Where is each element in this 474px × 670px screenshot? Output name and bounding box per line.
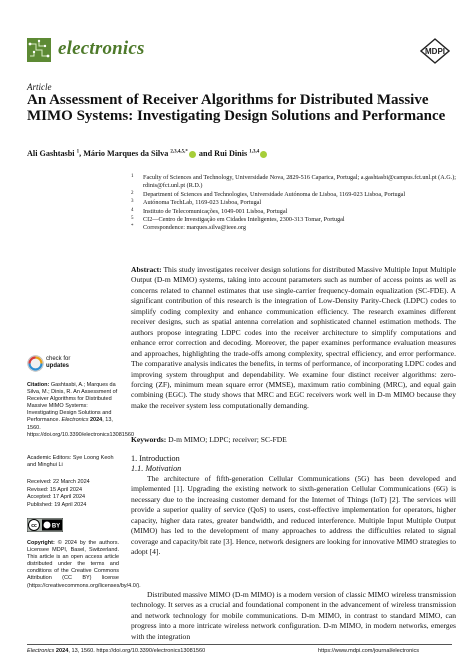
date-label: Received: <box>27 479 52 485</box>
copyright-notice <box>27 540 141 590</box>
article-title: An Assessment of Receiver Algorithms for Distributed Massive MIMO Systems: Investigating Design Solutions and Performance <box>27 92 446 124</box>
affiliations <box>131 174 461 233</box>
date-value: 22 March 2024 <box>51 479 90 485</box>
footer-journal: Electronics <box>27 648 55 654</box>
affiliation-item <box>131 216 461 224</box>
date-label: Accepted: <box>27 494 52 501</box>
affiliation-item <box>131 191 461 199</box>
mdpi-logo-icon[interactable] <box>420 38 450 64</box>
check-for-updates-button[interactable] <box>27 355 87 377</box>
body-paragraph: The architecture of fifth-generation Cellular Communications (5G) has been developed and implemented [1]. Upgrading the existing network to sixth-generation Cellular Communications (6G) is necessary due to the increasing customer demand for the Internet of Things (IoT) [2]. The services will provide a superior quality of service (QoS) to users, cost-effective implementation for operators, higher capacity, higher data rates, greater bandwidth, and reduced interference. Multiple Input Multiple Output (MIMO) has led to the development of many approaches to address the difficulties related to signal coverage and capacity/bit rate [3]. Hence, network designers are looking for innovative MIMO strategies to adopt [4]. <box>131 474 456 557</box>
article-type: Article <box>27 82 52 92</box>
abstract-text: This study investigates receiver design solutions for distributed Massive Multiple Input Multiple Output (D-m MIMO) systems, taking into account parameters such as number of access points as well as concerns related to channel estimates that use single-carrier frequency-domain equalization (SC-FDE). A significant contribution of this research is the integration of Low-Density Parity-Check (LDPC) codes to simplify coding complexity and enhance communication efficiency. The research examines different receiver designs, such as spatial antenna correlation and sophisticated channel estimation methods. The authors propose integrating LDPC codes into the receiver architecture to simplify computations and enhance error correction and decoding. Moreover, the paper examines performance evaluation measures and approaches, highlighting the trade-offs among complexity, spectral efficiency, and error performance. The comparative analysis indicates the benefits, in terms of performance, of incorporating LDPC codes and improving system throughput and dependability. We examine four distinct receiver algorithms: zero-forcing (ZF), minimum mean square error (MMSE), maximum ratio combining (MRC), and equal gain combining (EGC). The study shows that MRC and EGC receivers work well in D-m MIMO because they make the receiver system less computationally demanding. <box>131 265 456 410</box>
cc-by-license-icon[interactable] <box>27 518 63 532</box>
publication-dates <box>27 479 119 509</box>
citation-journal: Electronics <box>61 417 89 424</box>
citation-text: Gashtasbi, A.; Marques da Silva, M.; Dinis, R. An Assessment of Receiver Algorithms for Distributed Massive MIMO Systems: Investigating Design Solutions and Performance. <box>27 382 118 424</box>
citation-doi[interactable]: , 13, 1560. https://doi.org/10.3390/electronics13081560 <box>27 417 135 438</box>
author-1[interactable]: Ali Gashtasbi <box>27 149 77 158</box>
subsection-heading: 1.1. Motivation <box>131 464 182 473</box>
footer-doi-link[interactable]: , 13, 1560. https://doi.org/10.3390/electronics13081560 <box>68 648 206 654</box>
affiliation-text: Department of Sciences and Technologies, Universidade Autónoma de Lisboa, 1169-023 Lisboa, Portugal <box>143 190 406 198</box>
affiliation-text: CI2—Centro de Investigação em Cidades Inteligentes, 2300-313 Tomar, Portugal <box>143 216 345 224</box>
cc-by-text: BY <box>51 523 61 530</box>
affiliation-item <box>131 208 461 216</box>
affiliation-item <box>131 224 461 232</box>
affiliation-number: 2 <box>131 190 134 196</box>
check-updates-icon <box>27 355 44 372</box>
author-list <box>27 149 457 158</box>
affiliation-text: Faculty of Sciences and Technology, Universidade Nova, 2829-516 Caparica, Portugal; a.gashtasbi@campus.fct.unl.pt (A.G.); rdinis@fct.unl.pt (R.D.) <box>143 174 457 190</box>
footer-journal-link[interactable]: https://www.mdpi.com/journal/electronics <box>318 648 420 654</box>
orcid-icon[interactable] <box>260 151 267 158</box>
footer-divider <box>27 644 452 645</box>
affiliation-item <box>131 199 461 207</box>
footer-year: 2024 <box>54 648 69 654</box>
orcid-icon[interactable] <box>189 151 196 158</box>
keywords-text: D-m MIMO; LDPC; receiver; SC-FDE <box>166 435 287 444</box>
date-received <box>27 479 119 487</box>
affiliation-number: * <box>131 224 134 230</box>
date-value: 17 April 2024 <box>51 494 86 501</box>
author-separator[interactable]: , Mário Marques da Silva <box>79 149 171 158</box>
footer-citation <box>27 648 205 654</box>
date-label: Published: <box>27 501 53 508</box>
section-heading: 1. Introduction <box>131 454 180 463</box>
keywords <box>131 435 456 444</box>
editors-label: Academic Editors: <box>27 455 72 461</box>
citation-label: Citation: <box>27 382 50 388</box>
mdpi-logo-text: MDPI <box>425 47 445 56</box>
academic-editors <box>27 455 119 469</box>
editors-names: Sye Loong Keoh and Minghui Li <box>27 455 114 469</box>
affiliation-text: Instituto de Telecomunicações, 1049-001 Lisboa, Portugal <box>143 207 288 215</box>
affiliation-item <box>131 174 461 191</box>
date-value: 15 April 2024 <box>48 486 83 493</box>
journal-name[interactable]: electronics <box>58 38 145 59</box>
keywords-label: Keywords: <box>131 435 167 444</box>
citation <box>27 382 135 439</box>
abstract <box>131 265 456 411</box>
copyright-text: © 2024 by the authors. Licensee MDPI, Basel, Switzerland. This article is an open access article distributed under the terms and conditions of the Creative Commons Attribution (CC BY) license (https://creativecommons.org/licenses/by/4.0/). <box>27 540 141 589</box>
check-updates-text <box>46 356 70 370</box>
copyright-label: Copyright: <box>27 540 55 546</box>
abstract-label: Abstract: <box>131 265 162 274</box>
date-published <box>27 502 119 510</box>
author-2-affil: 2,3,4,5,* <box>170 149 188 155</box>
affiliation-number: 1 <box>131 174 134 179</box>
date-accepted <box>27 494 119 502</box>
correspondence-text[interactable]: Correspondence: marques.silva@ieee.org <box>143 224 247 232</box>
affiliation-number: 3 <box>131 199 134 205</box>
author-1-affil: 1 <box>76 149 80 155</box>
body-paragraph: Distributed massive MIMO (D-m MIMO) is a modern version of classic MIMO wireless transmission technology. It serves as a crucial and foundational component in the advancement of wireless transmission and network technology for mobile communications. D-m MIMO, in contrast to standard MIMO, can progress into a more intricate wireless network configuration. D-m MIMO, in modern networks, emerges with the integration <box>131 590 456 641</box>
date-revised <box>27 487 119 495</box>
date-label: Revised: <box>27 486 49 493</box>
author-3-affil: 1,3,4 <box>249 149 260 155</box>
affiliation-number: 5 <box>131 216 134 222</box>
citation-year: 2024 <box>88 417 103 424</box>
check-updates-line-2: updates <box>46 363 70 369</box>
check-updates-line-1: check for <box>46 356 71 362</box>
journal-logo-icon <box>27 38 51 62</box>
affiliation-number: 4 <box>131 207 134 213</box>
cc-text: cc <box>31 523 37 529</box>
date-value: 19 April 2024 <box>52 501 87 508</box>
affiliation-text: Autónoma TechLab, 1169-023 Lisboa, Portugal <box>143 199 262 207</box>
author-separator-2[interactable]: and Rui Dinis <box>196 149 250 158</box>
